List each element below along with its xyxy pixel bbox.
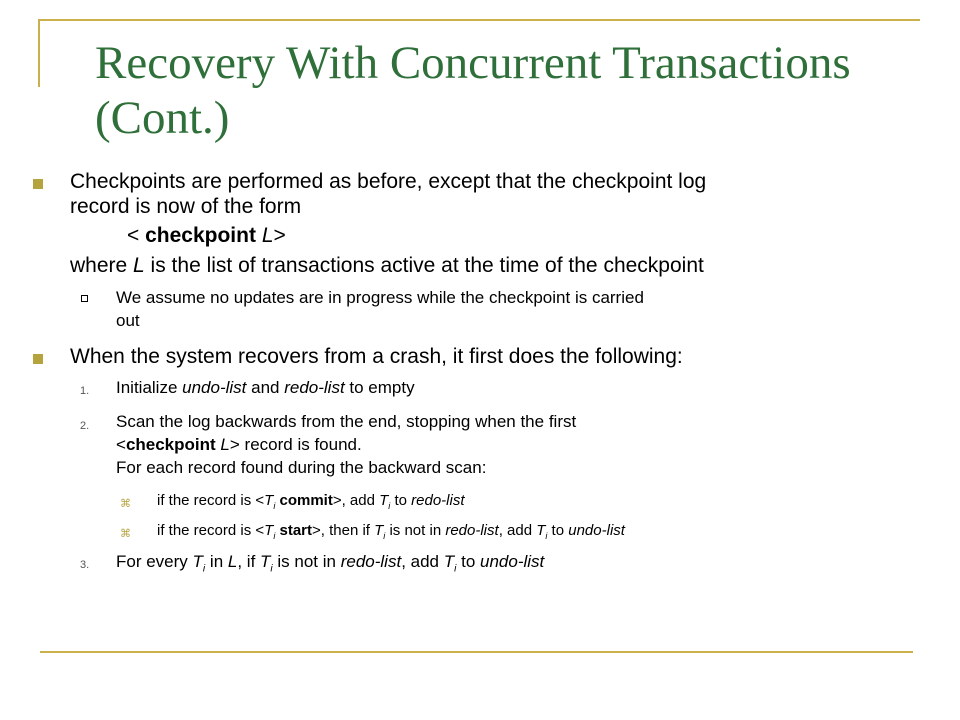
step2-line3: For each record found during the backward scan: [116,458,487,477]
bullet1-line2: record is now of the form [70,195,302,218]
title-line-1: Recovery With Concurrent Transactions [95,37,851,89]
bullet2-text: When the system recovers from a crash, it first does the following: [70,345,683,368]
case1-text: if the record is $<T_i$ commit>, add $T_i$ to redo-list [157,492,465,511]
bullet1-line1: Checkpoints are performed as before, except that the checkpoint log [70,170,707,193]
step1-number: 1. [80,385,90,397]
case-marker-icon: ⌘ [120,498,131,510]
step2-number: 2. [80,420,90,432]
slide-title [95,36,915,146]
step2-line1: Scan the log backwards from the end, stopping when the first [116,412,577,431]
step1-text: Initialize undo-list and redo-list to empty [116,378,415,397]
checkpoint-form: < checkpoint L> [127,224,286,247]
step3-number: 3. [80,559,90,571]
case2-text: if the record is $<T_i$ start>, then if $T_i$ is not in redo-list, add $T_i$ to undo-list [157,522,625,541]
frame-left-rule [38,19,40,87]
title-line-2: (Cont.) [95,92,230,144]
bullet-square-icon [33,179,43,189]
case-marker-icon: ⌘ [120,528,131,540]
step2-line2: <checkpoint L> record is found. [116,435,362,454]
sub1-line1: We assume no updates are in progress while the checkpoint is carried [116,288,644,307]
frame-bottom-rule [40,651,913,653]
bullet-square-icon [33,354,43,364]
sub1-line2: out [116,311,140,330]
sub-bullet-square-icon [81,295,88,302]
bullet1-line4: where L is the list of transactions active at the time of the checkpoint [70,254,704,277]
frame-top-rule [40,19,920,21]
step3-text: For every $T_i$ in L, if $T_i$ is not in redo-list, add $T_i$ to undo-list [116,552,545,575]
